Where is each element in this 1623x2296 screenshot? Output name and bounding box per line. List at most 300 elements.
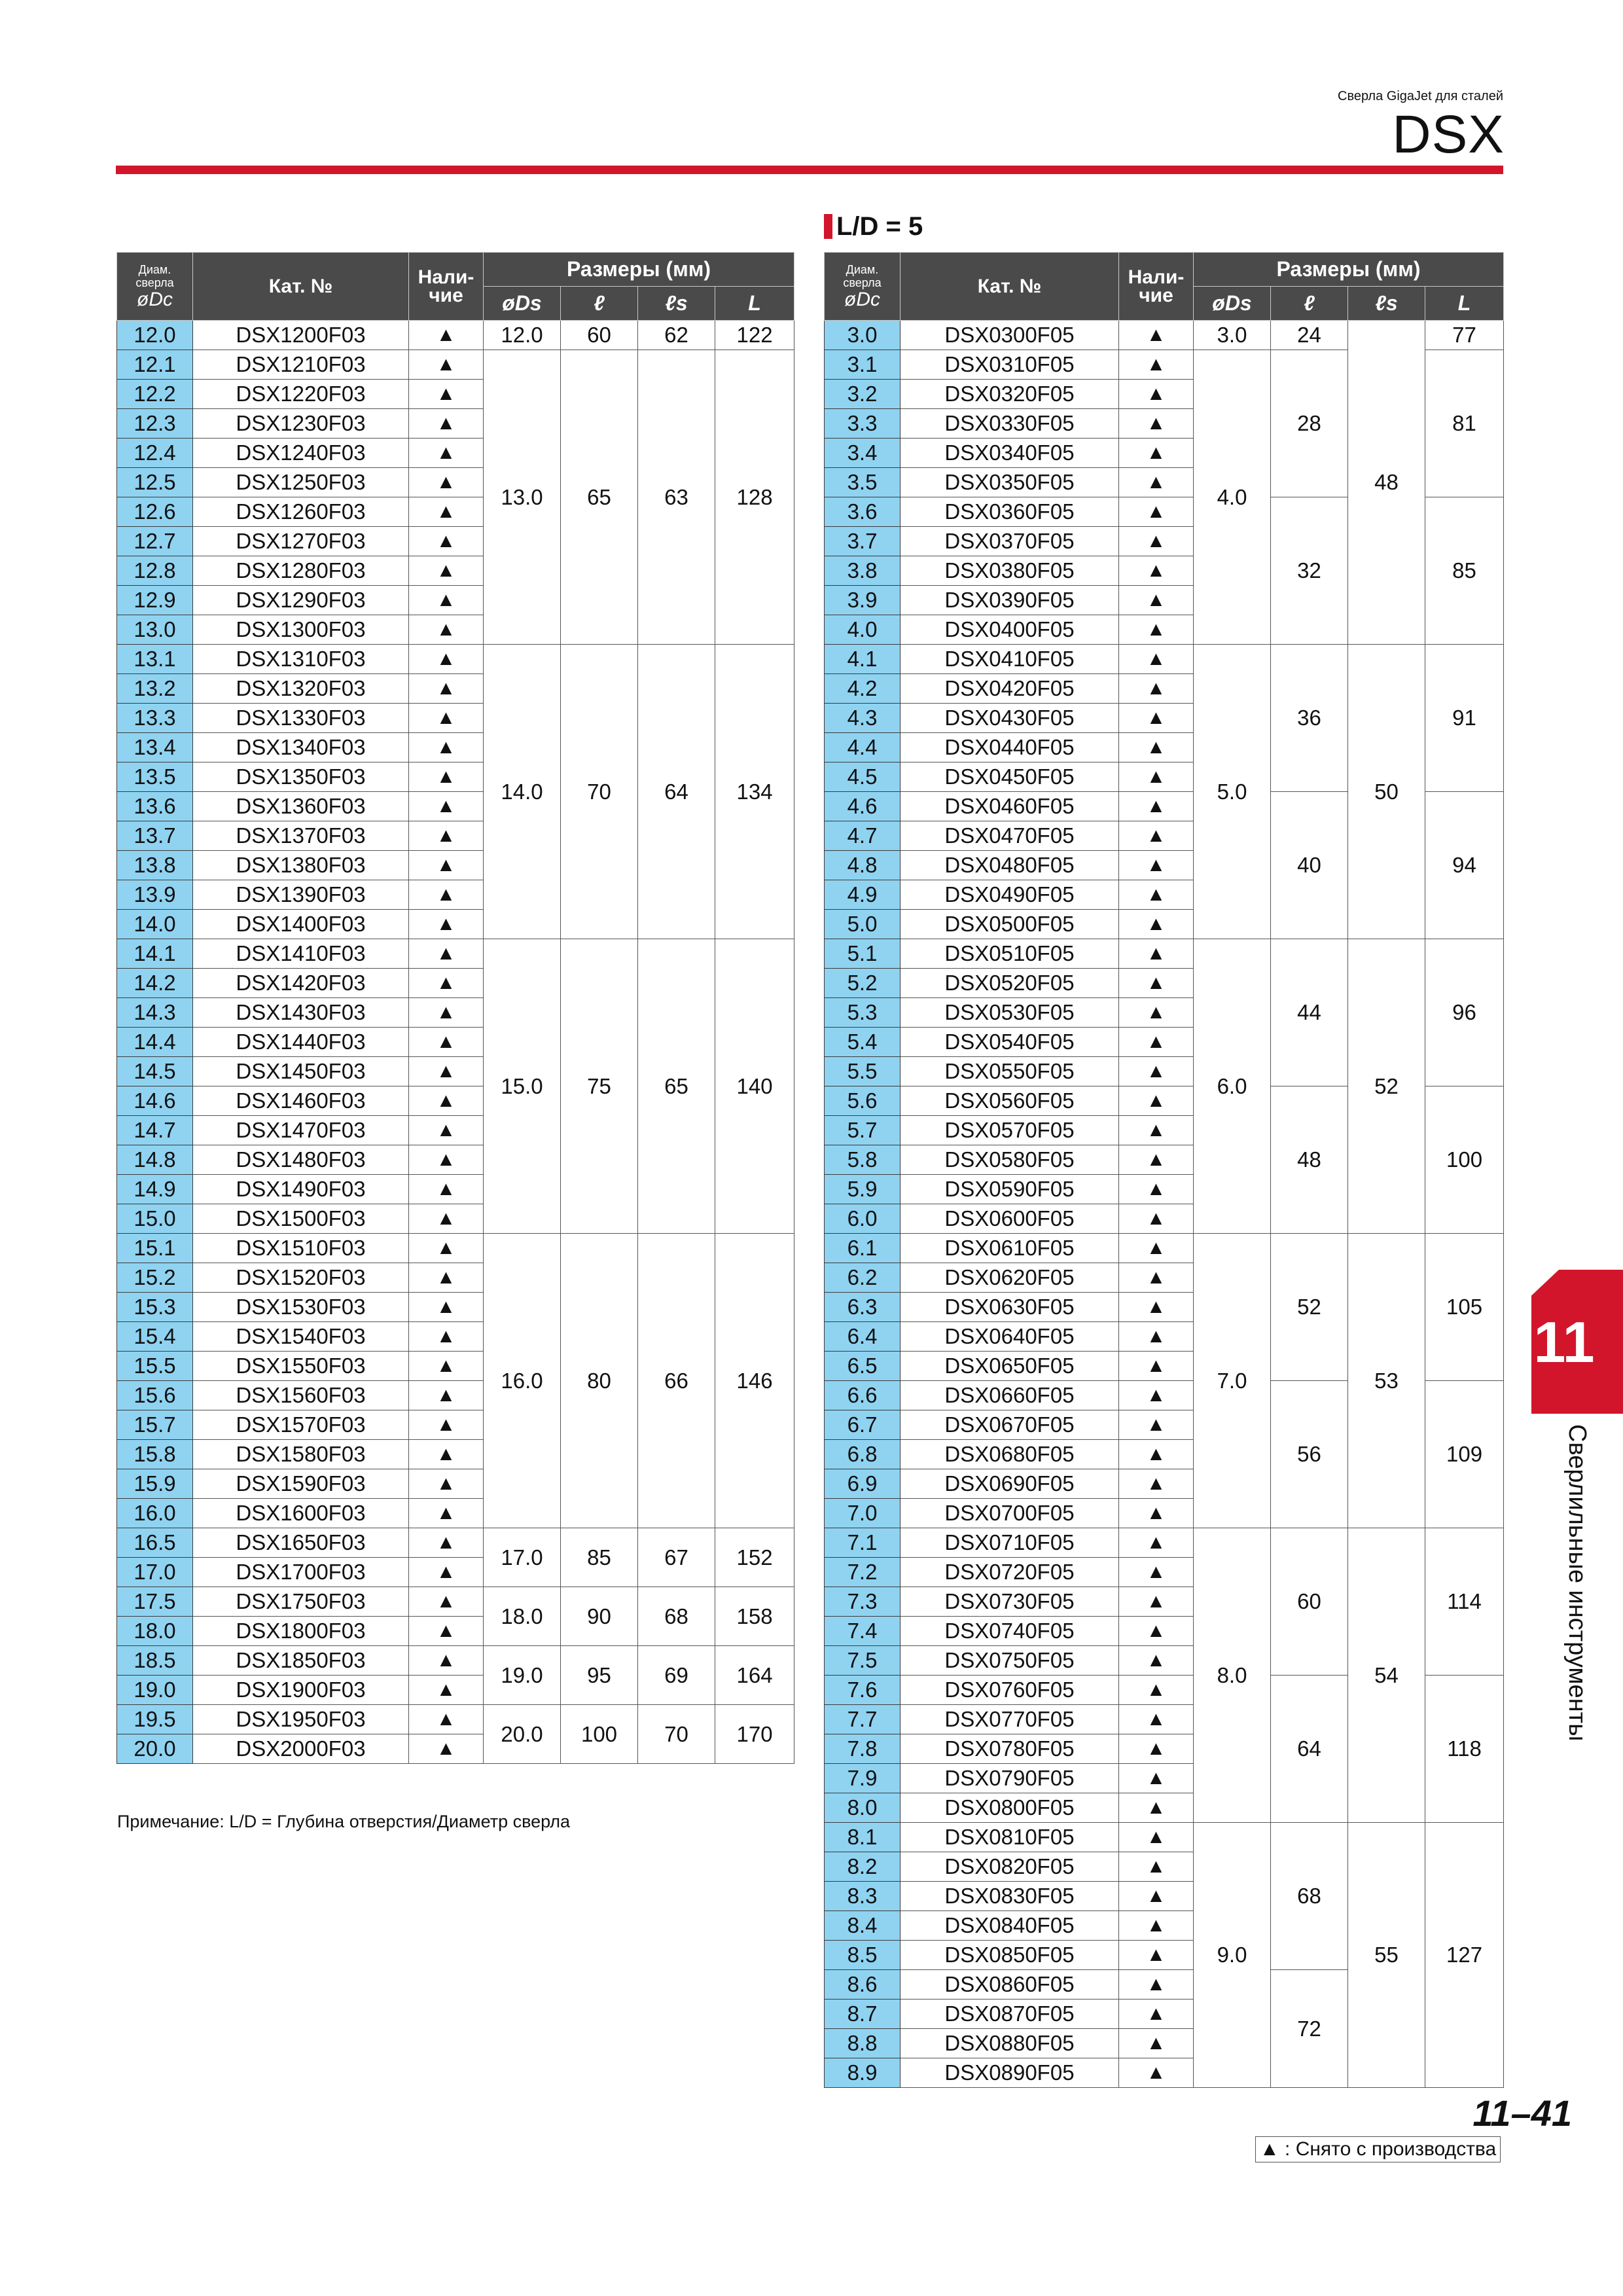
cat-no-cell: DSX1700F03 [193, 1558, 409, 1587]
dia-cell: 17.5 [117, 1587, 193, 1617]
cat-no-cell: DSX0630F05 [901, 1293, 1119, 1322]
availability-cell: ▲ [1119, 1352, 1194, 1381]
cat-no-cell: DSX0420F05 [901, 674, 1119, 704]
cat-no-cell: DSX0740F05 [901, 1617, 1119, 1646]
dia-cell: 15.6 [117, 1381, 193, 1410]
cat-no-cell: DSX1420F03 [193, 969, 409, 998]
cat-no-cell: DSX0800F05 [901, 1793, 1119, 1823]
availability-cell: ▲ [1119, 998, 1194, 1028]
availability-cell: ▲ [409, 1234, 484, 1263]
availability-cell: ▲ [409, 1145, 484, 1175]
dia-cell: 8.3 [825, 1882, 901, 1911]
availability-cell: ▲ [1119, 1057, 1194, 1086]
dia-cell: 8.4 [825, 1911, 901, 1941]
availability-cell: ▲ [1119, 468, 1194, 497]
dia-cell: 13.8 [117, 851, 193, 880]
cat-no-cell: DSX0840F05 [901, 1911, 1119, 1941]
cat-no-cell: DSX1440F03 [193, 1028, 409, 1057]
availability-cell: ▲ [1119, 1970, 1194, 2000]
cat-no-cell: DSX0560F05 [901, 1086, 1119, 1116]
availability-cell: ▲ [409, 527, 484, 556]
availability-cell: ▲ [409, 409, 484, 439]
cat-no-cell: DSX1340F03 [193, 733, 409, 762]
table-row [825, 1234, 1504, 1263]
availability-cell: ▲ [409, 1352, 484, 1381]
cat-no-cell: DSX1210F03 [193, 350, 409, 380]
availability-cell: ▲ [409, 586, 484, 615]
cat-no-cell: DSX0770F05 [901, 1705, 1119, 1734]
dia-cell: 4.3 [825, 704, 901, 733]
cat-no-cell: DSX0760F05 [901, 1676, 1119, 1705]
L-cell: 170 [715, 1705, 794, 1764]
dia-cell: 6.0 [825, 1204, 901, 1234]
dia-cell: 6.6 [825, 1381, 901, 1410]
ls-cell: 63 [638, 350, 715, 645]
L-cell: 91 [1425, 645, 1504, 792]
cat-no-cell: DSX1530F03 [193, 1293, 409, 1322]
table-row [117, 321, 794, 350]
dia-cell: 6.8 [825, 1440, 901, 1469]
availability-cell: ▲ [409, 1057, 484, 1086]
table-row [117, 939, 794, 969]
dia-cell: 15.8 [117, 1440, 193, 1469]
dia-cell: 5.5 [825, 1057, 901, 1086]
availability-cell: ▲ [1119, 1440, 1194, 1469]
ls-cell: 54 [1348, 1528, 1425, 1823]
table-row [825, 939, 1504, 969]
ls-cell: 53 [1348, 1234, 1425, 1528]
col-dims-header: Размеры (мм) [1194, 253, 1504, 287]
l-cell: 68 [1271, 1823, 1348, 1970]
dia-cell: 6.1 [825, 1234, 901, 1263]
cat-no-cell: DSX1580F03 [193, 1440, 409, 1469]
cat-no-cell: DSX0400F05 [901, 615, 1119, 645]
dia-cell: 13.2 [117, 674, 193, 704]
L-cell: 85 [1425, 497, 1504, 645]
col-l-header: ℓ [1271, 287, 1348, 321]
availability-cell: ▲ [1119, 1116, 1194, 1145]
dia-cell: 16.5 [117, 1528, 193, 1558]
l-cell: 60 [561, 321, 638, 350]
L-cell: 164 [715, 1646, 794, 1705]
dia-cell: 5.4 [825, 1028, 901, 1057]
cat-no-cell: DSX0670F05 [901, 1410, 1119, 1440]
dia-cell: 6.5 [825, 1352, 901, 1381]
dia-cell: 15.5 [117, 1352, 193, 1381]
cat-no-cell: DSX1230F03 [193, 409, 409, 439]
availability-cell: ▲ [1119, 1381, 1194, 1410]
l-cell: 36 [1271, 645, 1348, 792]
availability-cell: ▲ [1119, 1469, 1194, 1499]
cat-no-cell: DSX1540F03 [193, 1322, 409, 1352]
dia-cell: 13.5 [117, 762, 193, 792]
col-l-header: ℓ [561, 287, 638, 321]
availability-cell: ▲ [409, 645, 484, 674]
col-dia-header: Диам. сверла øDc [825, 253, 901, 321]
cat-no-cell: DSX1310F03 [193, 645, 409, 674]
cat-no-cell: DSX1550F03 [193, 1352, 409, 1381]
l-cell: 95 [561, 1646, 638, 1705]
dia-cell: 4.2 [825, 674, 901, 704]
dia-cell: 16.0 [117, 1499, 193, 1528]
dia-cell: 13.4 [117, 733, 193, 762]
dia-cell: 13.0 [117, 615, 193, 645]
dia-cell: 14.6 [117, 1086, 193, 1116]
cat-no-cell: DSX0620F05 [901, 1263, 1119, 1293]
dia-cell: 6.9 [825, 1469, 901, 1499]
l-cell: 90 [561, 1587, 638, 1646]
cat-no-cell: DSX0730F05 [901, 1587, 1119, 1617]
dia-cell: 5.0 [825, 910, 901, 939]
dia-cell: 3.6 [825, 497, 901, 527]
ds-cell: 15.0 [484, 939, 561, 1234]
dia-cell: 14.3 [117, 998, 193, 1028]
cat-no-cell: DSX0780F05 [901, 1734, 1119, 1764]
cat-no-cell: DSX1600F03 [193, 1499, 409, 1528]
dia-cell: 8.2 [825, 1852, 901, 1882]
ds-cell: 12.0 [484, 321, 561, 350]
ds-cell: 5.0 [1194, 645, 1271, 939]
cat-no-cell: DSX0520F05 [901, 969, 1119, 998]
availability-cell: ▲ [409, 1175, 484, 1204]
availability-cell: ▲ [409, 704, 484, 733]
L-cell: 96 [1425, 939, 1504, 1086]
availability-cell: ▲ [1119, 1941, 1194, 1970]
legend-discontinued: ▲ : Снято с производства [1255, 2136, 1501, 2162]
cat-no-cell: DSX1500F03 [193, 1204, 409, 1234]
dia-cell: 15.4 [117, 1322, 193, 1352]
l-cell: 64 [1271, 1676, 1348, 1823]
availability-cell: ▲ [1119, 1263, 1194, 1293]
header-rule [116, 166, 1503, 174]
availability-cell: ▲ [409, 1528, 484, 1558]
cat-no-cell: DSX0820F05 [901, 1852, 1119, 1882]
dia-cell: 4.8 [825, 851, 901, 880]
cat-no-cell: DSX0500F05 [901, 910, 1119, 939]
availability-cell: ▲ [409, 350, 484, 380]
ds-cell: 18.0 [484, 1587, 561, 1646]
cat-no-cell: DSX0330F05 [901, 409, 1119, 439]
l-cell: 60 [1271, 1528, 1348, 1676]
availability-cell: ▲ [1119, 1499, 1194, 1528]
dia-cell: 3.4 [825, 439, 901, 468]
availability-cell: ▲ [409, 1204, 484, 1234]
dia-cell: 7.0 [825, 1499, 901, 1528]
cat-no-cell: DSX0870F05 [901, 2000, 1119, 2029]
availability-cell: ▲ [409, 439, 484, 468]
dia-cell: 13.9 [117, 880, 193, 910]
cat-no-cell: DSX0350F05 [901, 468, 1119, 497]
l-cell: 24 [1271, 321, 1348, 350]
cat-no-cell: DSX1360F03 [193, 792, 409, 821]
right-table-title [824, 213, 923, 240]
ds-cell: 17.0 [484, 1528, 561, 1587]
table-row [117, 1705, 794, 1734]
availability-cell: ▲ [1119, 704, 1194, 733]
cat-no-cell: DSX1300F03 [193, 615, 409, 645]
availability-cell: ▲ [1119, 969, 1194, 998]
cat-no-cell: DSX0590F05 [901, 1175, 1119, 1204]
dia-cell: 4.9 [825, 880, 901, 910]
cat-no-cell: DSX0830F05 [901, 1882, 1119, 1911]
availability-cell: ▲ [409, 380, 484, 409]
ls-cell: 68 [638, 1587, 715, 1646]
availability-cell: ▲ [1119, 880, 1194, 910]
cat-no-cell: DSX1570F03 [193, 1410, 409, 1440]
dia-cell: 15.7 [117, 1410, 193, 1440]
cat-no-cell: DSX0700F05 [901, 1499, 1119, 1528]
availability-cell: ▲ [1119, 321, 1194, 350]
availability-cell: ▲ [409, 674, 484, 704]
cat-no-cell: DSX1590F03 [193, 1469, 409, 1499]
cat-no-cell: DSX0390F05 [901, 586, 1119, 615]
cat-no-cell: DSX1260F03 [193, 497, 409, 527]
cat-no-cell: DSX1220F03 [193, 380, 409, 409]
ls-cell: 66 [638, 1234, 715, 1528]
col-ls-header: ℓs [638, 287, 715, 321]
dia-cell: 12.1 [117, 350, 193, 380]
availability-cell: ▲ [409, 1734, 484, 1764]
ls-cell: 65 [638, 939, 715, 1234]
dia-cell: 12.8 [117, 556, 193, 586]
ds-cell: 6.0 [1194, 939, 1271, 1234]
availability-cell: ▲ [1119, 2029, 1194, 2058]
availability-cell: ▲ [1119, 1322, 1194, 1352]
dia-cell: 5.7 [825, 1116, 901, 1145]
dia-cell: 8.1 [825, 1823, 901, 1852]
ls-cell: 48 [1348, 321, 1425, 645]
L-cell: 134 [715, 645, 794, 939]
dia-cell: 5.2 [825, 969, 901, 998]
dia-cell: 3.1 [825, 350, 901, 380]
dia-cell: 3.3 [825, 409, 901, 439]
availability-cell: ▲ [1119, 1823, 1194, 1852]
ls-cell: 62 [638, 321, 715, 350]
availability-cell: ▲ [1119, 1617, 1194, 1646]
table-row [825, 645, 1504, 674]
cat-no-cell: DSX1370F03 [193, 821, 409, 851]
cat-no-cell: DSX0540F05 [901, 1028, 1119, 1057]
col-L-header: L [1425, 287, 1504, 321]
cat-no-cell: DSX0550F05 [901, 1057, 1119, 1086]
cat-no-cell: DSX0360F05 [901, 497, 1119, 527]
availability-cell: ▲ [1119, 1175, 1194, 1204]
availability-cell: ▲ [409, 939, 484, 969]
cat-no-cell: DSX1480F03 [193, 1145, 409, 1175]
title-marker [824, 214, 832, 239]
dia-cell: 6.7 [825, 1410, 901, 1440]
dia-cell: 8.7 [825, 2000, 901, 2029]
table-row [825, 1528, 1504, 1558]
cat-no-cell: DSX0890F05 [901, 2058, 1119, 2088]
dia-cell: 3.0 [825, 321, 901, 350]
dia-cell: 8.8 [825, 2029, 901, 2058]
table-row [825, 1823, 1504, 1852]
ds-cell: 20.0 [484, 1705, 561, 1764]
availability-cell: ▲ [1119, 1764, 1194, 1793]
ls-cell: 67 [638, 1528, 715, 1587]
dia-cell: 8.6 [825, 1970, 901, 2000]
cat-no-cell: DSX0710F05 [901, 1528, 1119, 1558]
availability-cell: ▲ [409, 998, 484, 1028]
cat-no-cell: DSX0720F05 [901, 1558, 1119, 1587]
availability-cell: ▲ [1119, 1145, 1194, 1175]
availability-cell: ▲ [1119, 1204, 1194, 1234]
L-cell: 152 [715, 1528, 794, 1587]
cat-no-cell: DSX1450F03 [193, 1057, 409, 1086]
availability-cell: ▲ [1119, 792, 1194, 821]
header-subtitle: Сверла GigaJet для сталей [1338, 89, 1503, 103]
dia-cell: 13.1 [117, 645, 193, 674]
cat-no-cell: DSX1460F03 [193, 1086, 409, 1116]
L-cell: 109 [1425, 1381, 1504, 1528]
dia-cell: 12.6 [117, 497, 193, 527]
availability-cell: ▲ [1119, 380, 1194, 409]
cat-no-cell: DSX1430F03 [193, 998, 409, 1028]
availability-cell: ▲ [409, 910, 484, 939]
dia-cell: 7.9 [825, 1764, 901, 1793]
dia-cell: 12.7 [117, 527, 193, 556]
dia-cell: 7.8 [825, 1734, 901, 1764]
dia-cell: 14.1 [117, 939, 193, 969]
cat-no-cell: DSX0850F05 [901, 1941, 1119, 1970]
dia-cell: 19.0 [117, 1676, 193, 1705]
availability-cell: ▲ [409, 1440, 484, 1469]
cat-no-cell: DSX0510F05 [901, 939, 1119, 969]
dia-cell: 8.9 [825, 2058, 901, 2088]
ls-cell: 64 [638, 645, 715, 939]
cat-no-cell: DSX1510F03 [193, 1234, 409, 1263]
dia-cell: 3.7 [825, 527, 901, 556]
dia-cell: 13.7 [117, 821, 193, 851]
dia-cell: 12.2 [117, 380, 193, 409]
availability-cell: ▲ [409, 1646, 484, 1676]
availability-cell: ▲ [1119, 1646, 1194, 1676]
right-table-title-text: L/D = 5 [836, 211, 923, 241]
availability-cell: ▲ [1119, 1705, 1194, 1734]
l-cell: 48 [1271, 1086, 1348, 1234]
dia-cell: 6.3 [825, 1293, 901, 1322]
availability-cell: ▲ [409, 880, 484, 910]
dia-cell: 7.7 [825, 1705, 901, 1734]
dia-cell: 17.0 [117, 1558, 193, 1587]
ds-cell: 13.0 [484, 350, 561, 645]
availability-cell: ▲ [1119, 1558, 1194, 1587]
availability-cell: ▲ [409, 1381, 484, 1410]
ls-cell: 55 [1348, 1823, 1425, 2088]
availability-cell: ▲ [409, 468, 484, 497]
cat-no-cell: DSX0470F05 [901, 821, 1119, 851]
cat-no-cell: DSX1490F03 [193, 1175, 409, 1204]
cat-no-cell: DSX1350F03 [193, 762, 409, 792]
availability-cell: ▲ [409, 497, 484, 527]
ls-cell: 50 [1348, 645, 1425, 939]
L-cell: 118 [1425, 1676, 1504, 1823]
col-ds-header: øDs [1194, 287, 1271, 321]
l-cell: 72 [1271, 1970, 1348, 2088]
availability-cell: ▲ [1119, 439, 1194, 468]
dia-cell: 8.0 [825, 1793, 901, 1823]
availability-cell: ▲ [409, 762, 484, 792]
dia-cell: 13.3 [117, 704, 193, 733]
availability-cell: ▲ [409, 1410, 484, 1440]
availability-cell: ▲ [1119, 821, 1194, 851]
cat-no-cell: DSX0570F05 [901, 1116, 1119, 1145]
dia-cell: 12.9 [117, 586, 193, 615]
col-dims-header: Размеры (мм) [484, 253, 794, 287]
availability-cell: ▲ [409, 1617, 484, 1646]
dia-cell: 3.2 [825, 380, 901, 409]
availability-cell: ▲ [1119, 762, 1194, 792]
cat-no-cell: DSX2000F03 [193, 1734, 409, 1764]
L-cell: 127 [1425, 1823, 1504, 2088]
cat-no-cell: DSX1330F03 [193, 704, 409, 733]
dia-cell: 5.9 [825, 1175, 901, 1204]
ls-cell: 52 [1348, 939, 1425, 1234]
dia-cell: 15.1 [117, 1234, 193, 1263]
availability-cell: ▲ [1119, 350, 1194, 380]
availability-cell: ▲ [1119, 1028, 1194, 1057]
availability-cell: ▲ [409, 556, 484, 586]
cat-no-cell: DSX0660F05 [901, 1381, 1119, 1410]
table-row [117, 1234, 794, 1263]
l-cell: 70 [561, 645, 638, 939]
dia-cell: 12.4 [117, 439, 193, 468]
cat-no-cell: DSX1390F03 [193, 880, 409, 910]
availability-cell: ▲ [1119, 615, 1194, 645]
dia-cell: 4.0 [825, 615, 901, 645]
availability-cell: ▲ [1119, 939, 1194, 969]
L-cell: 94 [1425, 792, 1504, 939]
availability-cell: ▲ [409, 1469, 484, 1499]
cat-no-cell: DSX0440F05 [901, 733, 1119, 762]
cat-no-cell: DSX1240F03 [193, 439, 409, 468]
availability-cell: ▲ [1119, 1911, 1194, 1941]
l-cell: 65 [561, 350, 638, 645]
availability-cell: ▲ [1119, 497, 1194, 527]
cat-no-cell: DSX0650F05 [901, 1352, 1119, 1381]
L-cell: 105 [1425, 1234, 1504, 1381]
header-title: DSX [1392, 105, 1505, 164]
dia-cell: 5.8 [825, 1145, 901, 1175]
dia-cell: 18.5 [117, 1646, 193, 1676]
table-row [825, 321, 1504, 350]
ds-cell: 19.0 [484, 1646, 561, 1705]
cat-no-cell: DSX1280F03 [193, 556, 409, 586]
cat-no-cell: DSX1200F03 [193, 321, 409, 350]
ds-cell: 4.0 [1194, 350, 1271, 645]
availability-cell: ▲ [1119, 1734, 1194, 1764]
cat-no-cell: DSX1650F03 [193, 1528, 409, 1558]
availability-cell: ▲ [409, 1322, 484, 1352]
availability-cell: ▲ [409, 321, 484, 350]
availability-cell: ▲ [1119, 527, 1194, 556]
cat-no-cell: DSX0810F05 [901, 1823, 1119, 1852]
col-ls-header: ℓs [1348, 287, 1425, 321]
cat-no-cell: DSX0880F05 [901, 2029, 1119, 2058]
dia-cell: 7.1 [825, 1528, 901, 1558]
L-cell: 122 [715, 321, 794, 350]
dia-cell: 5.6 [825, 1086, 901, 1116]
availability-cell: ▲ [1119, 2000, 1194, 2029]
availability-cell: ▲ [409, 851, 484, 880]
l-cell: 40 [1271, 792, 1348, 939]
availability-cell: ▲ [409, 1086, 484, 1116]
dia-cell: 4.4 [825, 733, 901, 762]
dia-cell: 18.0 [117, 1617, 193, 1646]
cat-no-cell: DSX0490F05 [901, 880, 1119, 910]
dia-cell: 5.1 [825, 939, 901, 969]
